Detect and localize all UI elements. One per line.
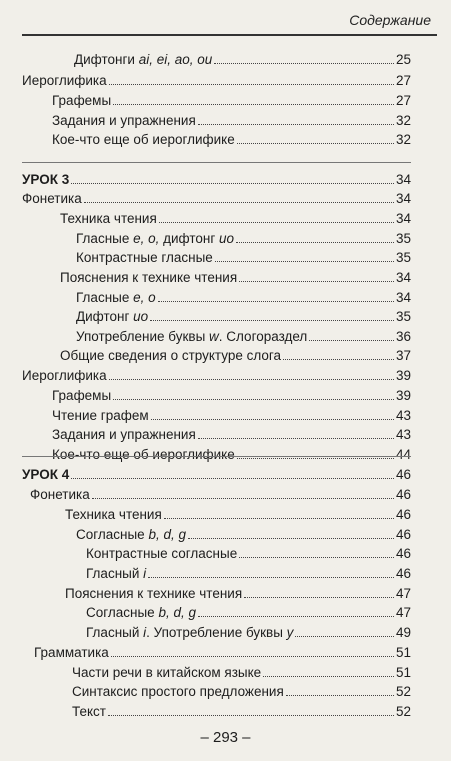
dot-leader [236,242,394,243]
section-divider [22,456,411,457]
dot-leader [239,557,394,558]
toc-entry-text: . Слогораздел [218,329,308,344]
toc-entry [76,329,411,345]
toc-entry-text: Чтение графем [52,408,149,423]
toc-entry-italic: b, d, g [158,605,196,620]
toc-entry-text: Пояснения к технике чтения [60,270,238,285]
dot-leader [71,478,394,479]
toc-entry [52,132,411,148]
toc-entry-text: Фонетика [22,191,82,206]
toc-entry-title [22,368,107,384]
toc-entry-title [65,586,242,602]
toc-entry-title [52,113,196,129]
toc-entry [34,645,411,661]
toc-entry [86,605,411,621]
dot-leader [244,597,394,598]
toc-entry [52,427,411,443]
toc-entry-page: 25 [395,52,411,67]
toc-entry-text: Общие сведения о структуре слога [60,348,282,363]
toc-entry [30,487,411,503]
toc-entry-page: 35 [395,309,411,324]
toc-entry-text: Согласные [76,527,149,542]
toc-entry-title [74,52,212,68]
dot-leader [109,379,394,380]
toc-entry-text: Дифтонги [74,52,139,67]
dot-leader [71,183,394,184]
toc-entry-page: 32 [395,113,411,128]
toc-entry-text: Гласный [86,625,144,640]
toc-entry-title [22,467,69,483]
toc-entry [76,231,411,247]
toc-entry-text: Дифтонг [76,309,134,324]
toc-entry [52,408,411,424]
toc-entry-page: 34 [395,290,411,305]
dot-leader [108,715,394,716]
toc-entry-page: 52 [395,704,411,719]
toc-entry-page: 34 [395,211,411,226]
toc-entry-title [86,625,293,641]
toc-entry [76,309,411,325]
toc-entry-title [52,408,149,424]
dot-leader [150,320,394,321]
toc-entry [72,684,411,700]
toc-entry [65,507,411,523]
toc-entry-page: 43 [395,427,411,442]
dot-leader [113,399,394,400]
toc-entry-title [22,191,82,207]
toc-entry [86,566,411,582]
toc-entry-title [60,211,157,227]
toc-entry-text: Задания и упражнения [52,427,196,442]
dot-leader [198,124,394,125]
dot-leader [239,281,394,282]
toc-entry-text: Кое-что еще об иероглифике [52,447,235,462]
toc-entry-text: Графемы [52,388,112,403]
toc-entry-text: Части речи в китайском языке [72,665,262,680]
toc-entry-page: 39 [395,388,411,403]
toc-entry-page: 34 [395,191,411,206]
toc-entry-text: Грамматика [34,645,109,660]
section-divider [22,162,411,163]
dot-leader [92,498,394,499]
dot-leader [198,438,394,439]
toc-entry [76,527,411,543]
toc-entry-italic: i [143,625,147,640]
toc-entry [22,191,411,207]
toc-entry-title [52,427,196,443]
toc-entry-text: Контрастные гласные [76,250,213,265]
toc-entry-page: 43 [395,408,411,423]
toc-entry-title [72,704,106,720]
dot-leader [295,636,394,637]
toc-entry-page: 46 [395,546,411,561]
toc-entry-title [86,546,237,562]
toc-entry-text: Пояснения к технике чтения [65,586,243,601]
toc-entry-text: Кое-что еще об иероглифике [52,132,235,147]
toc-entry-page: 27 [395,93,411,108]
toc-entry-text: Гласные [76,231,134,246]
toc-entry-text: Употребление буквы [76,329,210,344]
dot-leader [113,104,394,105]
toc-entry-page: 37 [395,348,411,363]
toc-entry-text: Контрастные согласные [86,546,238,561]
toc-entry-text: Иероглифика [22,73,107,88]
toc-entry-title [72,665,261,681]
toc-entry [86,625,411,641]
toc-entry-title [52,132,235,148]
toc-entry-title [76,290,156,306]
toc-entry-page: 47 [395,605,411,620]
toc-entry-title [76,527,186,543]
toc-entry-page: 32 [395,132,411,147]
toc-entry-title [52,447,235,463]
dot-leader [215,261,394,262]
toc-entry-page: 52 [395,684,411,699]
toc-entry-text: Техника чтения [65,507,162,522]
toc-entry-page: 34 [395,270,411,285]
toc-entry-italic: uo [219,231,235,246]
toc-entry [60,211,411,227]
toc-entry-text: Иероглифика [22,368,107,383]
toc-entry-page: 34 [395,172,411,187]
toc-entry-italic: w [209,329,219,344]
toc-entry-page: 27 [395,73,411,88]
dot-leader [283,359,394,360]
toc-entry-text: Синтаксис простого предложения [72,684,284,699]
toc-entry [52,93,411,109]
toc-entry-title [76,329,307,345]
toc-entry-italic: e, o, [133,231,160,246]
toc-entry [72,704,411,720]
toc-entry-title [60,270,237,286]
dot-leader [109,84,394,85]
dot-leader [237,143,394,144]
toc-entry-page: 47 [395,586,411,601]
toc-entry-title [34,645,109,661]
toc-entry-page: 49 [395,625,411,640]
toc-entry [22,368,411,384]
toc-entry [60,270,411,286]
toc-entry-title [65,507,162,523]
dot-leader [148,577,394,578]
toc-entry-page: 39 [395,368,411,383]
toc-entry-italic: uo [133,309,149,324]
toc-entry-italic: ai, ei, ao, ou [138,52,213,67]
toc-entry [22,467,411,483]
dot-leader [237,458,394,459]
toc-entry-title [22,172,69,188]
toc-entry-italic: b, d, g [148,527,186,542]
toc-entry-text: Гласный [86,566,144,581]
dot-leader [309,340,394,341]
toc-entry-text: . Употребление буквы [146,625,287,640]
toc-entry [60,348,411,364]
toc-entry-title [52,388,111,404]
toc-entry [72,665,411,681]
toc-entry-title [30,487,90,503]
toc-entry-text: УРОК 4 [22,467,70,482]
toc-entry-text: Текст [72,704,106,719]
dot-leader [188,538,394,539]
toc-entry-page: 46 [395,467,411,482]
toc-entry-text: Гласные [76,290,134,305]
toc-entry [22,73,411,89]
toc-entry-page: 35 [395,250,411,265]
toc-entry [65,586,411,602]
page-number: – 293 – [200,729,251,746]
running-header: Содержание [349,12,431,28]
toc-entry [52,113,411,129]
toc-entry-text: Задания и упражнения [52,113,196,128]
toc-entry-title [72,684,284,700]
header-rule [22,34,437,36]
toc-entry-text: дифтонг [159,231,220,246]
toc-entry [22,172,411,188]
toc-entry-text: УРОК 3 [22,172,70,187]
toc-entry-page: 51 [395,665,411,680]
toc-entry-title [52,93,111,109]
dot-leader [111,656,394,657]
toc-entry-italic: y [286,625,294,640]
toc-entry-text: Фонетика [30,487,90,502]
toc-entry-text: Согласные [86,605,159,620]
toc-entry-page: 36 [395,329,411,344]
toc-entry-title [22,73,107,89]
toc-entry-page: 46 [395,507,411,522]
toc-entry-page: 51 [395,645,411,660]
toc-entry [76,250,411,266]
toc-entry [76,290,411,306]
toc-entry-title [76,309,148,325]
dot-leader [158,301,394,302]
toc-entry-page: 46 [395,487,411,502]
toc-entry-text: Графемы [52,93,112,108]
dot-leader [263,676,394,677]
toc-entry-page: 35 [395,231,411,246]
toc-entry-page: 46 [395,566,411,581]
toc-entry [52,447,411,463]
toc-entry-title [86,566,146,582]
dot-leader [84,202,394,203]
dot-leader [198,616,394,617]
toc-entry-title [76,250,213,266]
toc-entry-page: 46 [395,527,411,542]
dot-leader [286,695,394,696]
toc-entry-title [60,348,281,364]
dot-leader [214,63,394,64]
toc-entry [86,546,411,562]
toc-entry-text: Техника чтения [60,211,157,226]
toc-entry-italic: e, o [133,290,156,305]
toc-entry-title [76,231,234,247]
toc-entry [52,388,411,404]
toc-entry [74,52,411,68]
dot-leader [151,419,394,420]
dot-leader [164,518,394,519]
toc-entry-italic: i [143,566,147,581]
dot-leader [159,222,394,223]
toc-entry-title [86,605,196,621]
toc-entry-page: 44 [395,447,411,462]
